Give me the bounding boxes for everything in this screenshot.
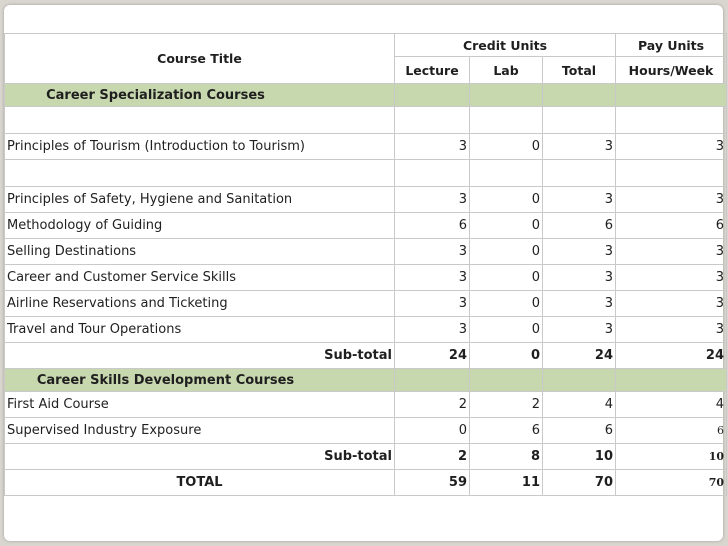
lab-cell: 0 [470,239,543,265]
lecture-cell: 3 [395,317,470,343]
lecture-header: Lecture [395,57,470,84]
course-name: Travel and Tour Operations [5,317,395,343]
table-row [5,239,727,265]
lab-header: Lab [470,57,543,84]
hours-cell: 3 [616,134,727,160]
lab-cell: 0 [470,134,543,160]
total-cell: 3 [543,134,616,160]
subtotal-row [5,444,727,470]
course-name: First Aid Course [5,392,395,418]
lecture-cell: 3 [395,291,470,317]
lab-cell: 0 [470,265,543,291]
header-row-1 [5,34,727,57]
total-cell: 3 [543,317,616,343]
spacer-row [5,107,727,134]
grand-total-hours: 70 [616,470,727,496]
table-row [5,213,727,239]
course-name: Supervised Industry Exposure [5,418,395,444]
course-name: Methodology of Guiding [5,213,395,239]
lab-cell: 0 [470,291,543,317]
section-header-row [5,84,727,107]
grand-total-lab: 11 [470,470,543,496]
section-cell [395,84,470,107]
hours-cell: 3 [616,317,727,343]
section-cell [616,84,727,107]
table-row [5,291,727,317]
subtotal-label: Sub-total [5,343,395,369]
lab-cell: 0 [470,317,543,343]
curriculum-table [4,33,727,496]
lab-cell: 2 [470,392,543,418]
subtotal-lab: 0 [470,343,543,369]
section-cell [543,369,616,392]
lecture-cell: 3 [395,134,470,160]
total-cell: 4 [543,392,616,418]
total-cell: 3 [543,187,616,213]
table-row [5,392,727,418]
total-cell: 6 [543,418,616,444]
subtotal-total: 24 [543,343,616,369]
course-name: Career and Customer Service Skills [5,265,395,291]
course-name: Selling Destinations [5,239,395,265]
total-cell: 3 [543,239,616,265]
credit-units-header: Credit Units [395,34,616,57]
hours-cell: 6 [616,418,727,444]
table-row [5,265,727,291]
hours-cell: 3 [616,187,727,213]
course-name: Principles of Safety, Hygiene and Sanitation [5,187,395,213]
course-name: Principles of Tourism (Introduction to Tourism) [5,134,395,160]
course-name: Airline Reservations and Ticketing [5,291,395,317]
hours-cell: 3 [616,265,727,291]
lab-cell: 0 [470,187,543,213]
lecture-cell: 6 [395,213,470,239]
hours-cell: 3 [616,239,727,265]
grand-total-label: TOTAL [5,470,395,496]
hours-week-header: Hours/Week [616,57,727,84]
lecture-cell: 3 [395,265,470,291]
subtotal-row [5,343,727,369]
lecture-cell: 3 [395,187,470,213]
grand-total-lecture: 59 [395,470,470,496]
spacer-row [5,160,727,187]
pay-units-header: Pay Units [616,34,727,57]
slide-sheet [4,5,723,541]
section-cell [616,369,727,392]
lecture-cell: 0 [395,418,470,444]
subtotal-lecture: 2 [395,444,470,470]
subtotal-lecture: 24 [395,343,470,369]
subtotal-label: Sub-total [5,444,395,470]
lab-cell: 0 [470,213,543,239]
lecture-cell: 2 [395,392,470,418]
section-cell [470,369,543,392]
table-row [5,134,727,160]
grand-total-row [5,470,727,496]
section-cell [543,84,616,107]
section-title: Career Skills Development Courses [5,369,395,392]
subtotal-lab: 8 [470,444,543,470]
total-header: Total [543,57,616,84]
table-row [5,187,727,213]
total-cell: 6 [543,213,616,239]
table-row [5,317,727,343]
lab-cell: 6 [470,418,543,444]
subtotal-total: 10 [543,444,616,470]
section-cell [470,84,543,107]
section-cell [395,369,470,392]
total-cell: 3 [543,265,616,291]
section-title: Career Specialization Courses [5,84,395,107]
hours-cell: 3 [616,291,727,317]
subtotal-hours: 24 [616,343,727,369]
grand-total-total: 70 [543,470,616,496]
course-title-header: Course Title [5,34,395,84]
lecture-cell: 3 [395,239,470,265]
subtotal-hours: 10 [616,444,727,470]
table-row [5,418,727,444]
section-header-row [5,369,727,392]
total-cell: 3 [543,291,616,317]
hours-cell: 4 [616,392,727,418]
hours-cell: 6 [616,213,727,239]
